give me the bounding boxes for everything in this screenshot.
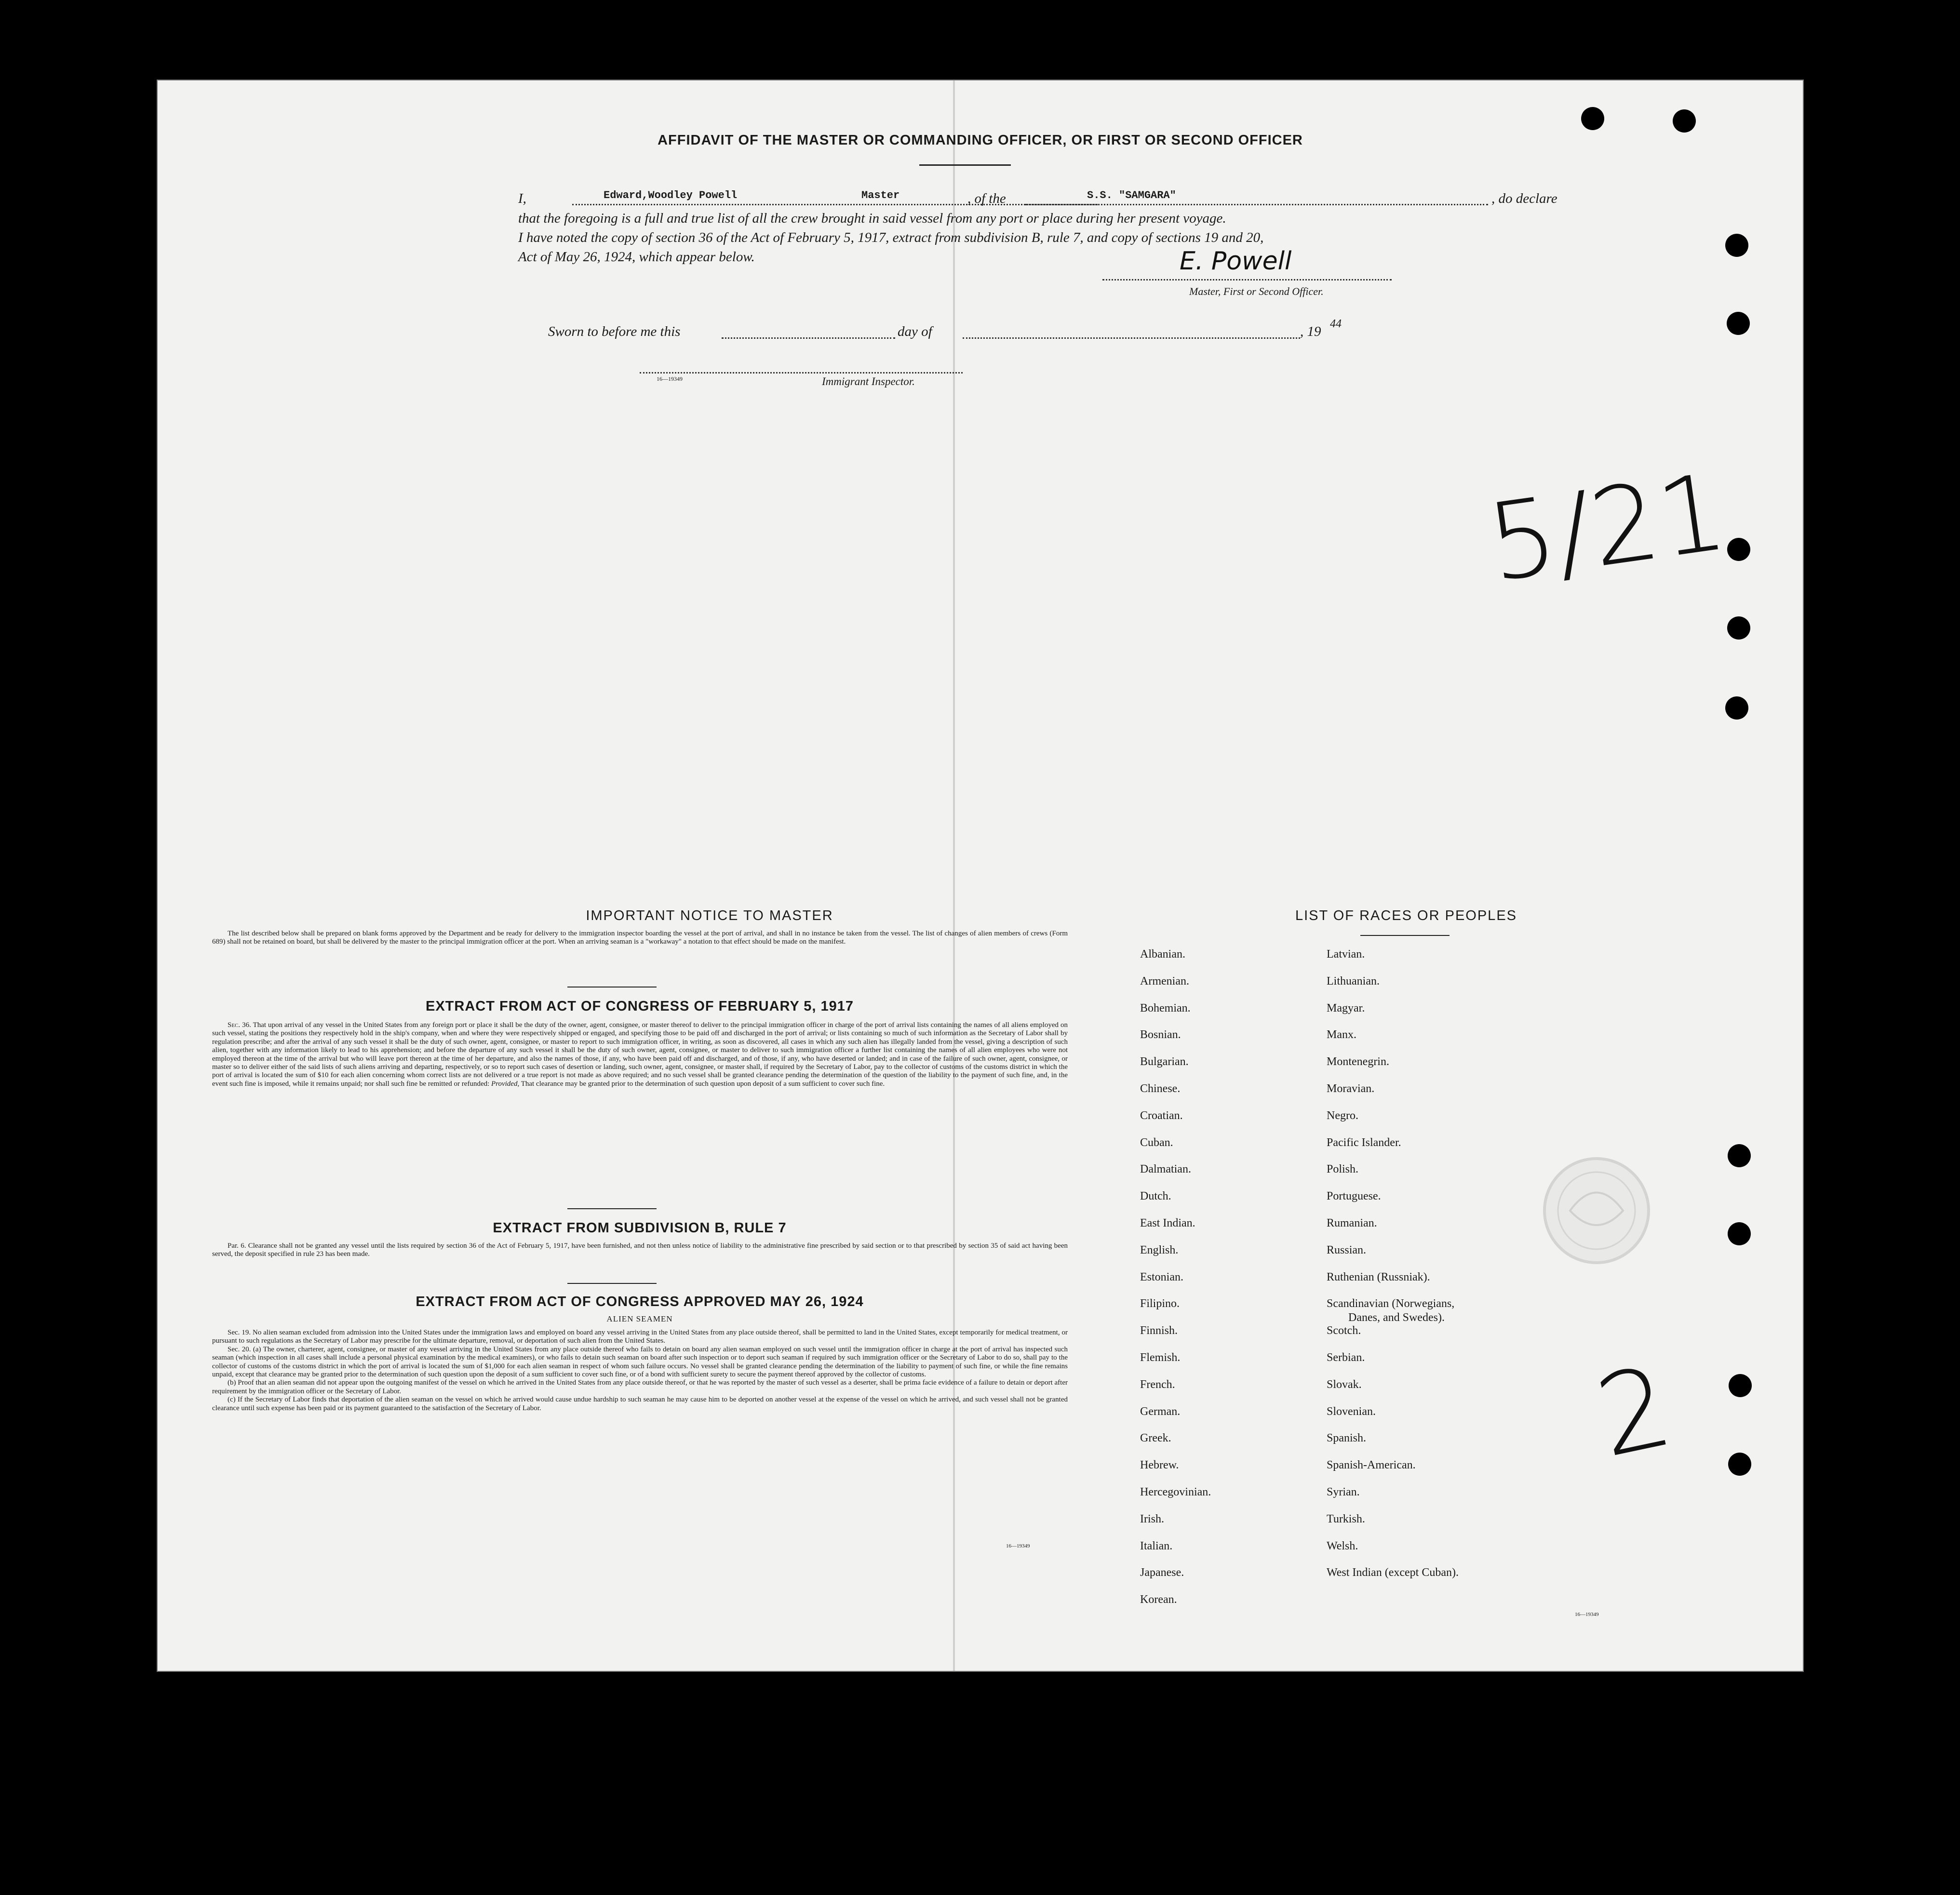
race-item: Negro. (1327, 1109, 1358, 1122)
extract2-title: EXTRACT FROM SUBDIVISION B, RULE 7 (493, 1220, 787, 1236)
form-number-left: 16—19349 (1006, 1543, 1030, 1549)
document-page (158, 80, 1803, 1671)
race-item: Polish. (1327, 1163, 1359, 1176)
of-the-text: , of the (967, 191, 1006, 206)
race-item: Latvian. (1327, 948, 1365, 961)
races-title: LIST OF RACES OR PEOPLES (1295, 908, 1517, 923)
race-item: Serbian. (1327, 1351, 1365, 1364)
sec20a-text: Sec. 20. (a) The owner, charterer, agent, consignee, or master of any vessel arriving in the United States from any place outside thereof who fails to detain on board any alien seaman employed on such vessel until the immigration officer in charge at the port of arrival has inspected such seaman (which inspection in all cases shall include a personal physical examination by the medical examiners), or who fails to detain such seaman on board after such inspection or to deport such seaman if required by such immigration officer or the Secretary of Labor to do so, shall pay to the collector of customs of the customs district in which the port of arrival is located the sum of $1,000 for each alien seaman in respect of whom such failure occurs. No vessel shall be granted clearance pending the determination of the liability to payment of such fine, or while the fine remains unpaid, except that clearance may be granted prior to the determination of such question upon the deposit of a sum sufficient to cover such fine, or of a bond with sufficient surety to secure the payment thereof approved by the collector of customs. (212, 1345, 1068, 1379)
race-item: Bulgarian. (1140, 1055, 1189, 1068)
notice-body (212, 930, 1068, 947)
race-item: Estonian. (1140, 1270, 1183, 1283)
affidavit-line4: Act of May 26, 1924, which appear below. (518, 249, 755, 265)
race-item: Albanian. (1140, 948, 1185, 961)
race-item: French. (1140, 1378, 1175, 1391)
extract3-body (212, 1329, 1068, 1413)
race-item: German. (1140, 1405, 1181, 1418)
race-item: Lithuanian. (1327, 974, 1380, 988)
race-item: Greek. (1140, 1432, 1171, 1445)
race-item: Slovenian. (1327, 1405, 1376, 1418)
extract1-text: Sec. 36. That upon arrival of any vessel in the United States from any foreign port or place it shall be the duty of the owner, agent, consignee, or master thereof to deliver to the principal immigration officer in charge of the port of arrival lists containing the names of all aliens employed on such vessel, stating the positions they respectively hold in the ship's company, when and where they were respectively shipped or engaged, and specifying those to be paid off and discharged in the port of arrival; or lists containing so much of such information as the Secretary of Labor shall by regulation prescribe; and after the arrival of any such vessel it shall be the duty of such owner, agent, consignee, or master to report to such immigration officer, in writing, as soon as discovered, all cases in which any such alien has illegally landed from the vessel, giving a description of such alien, together with any information likely to lead to his apprehension; and before the departure of any such vessel it shall be the duty of such owner, agent, consignee, or master to deliver to such immigration officer a further list containing the names of all alien employees who were not employed thereon at the time of the arrival but who will leave port thereon at the time of her departure, and also the names of those, if any, who have been paid off and discharged, and of those, if any, who have deserted or landed; and in case of the failure of such owner, agent, consignee, or master so to deliver either of the said lists of such aliens arriving and departing, respectively, or so to report such cases of desertion or landing, such owner, agent, consignee, or master shall, if required by the Secretary of Labor, pay to the collector of customs of the customs district in which the port of arrival is located the sum of $10 for each alien concerning whom correct lists are not delivered or a true report is not made as above required; and no such vessel shall be granted clearance pending the determination of the question of the liability to the payment of such fine, and, in the event such fine is imposed, while it remains unpaid; nor shall such fine be remitted or refunded: Provided, That clearance may be granted prior to the determination of such question upon deposit of a sum sufficient to cover such fine. (212, 1021, 1068, 1088)
race-item: Italian. (1140, 1539, 1173, 1552)
race-item: Turkish. (1327, 1512, 1365, 1525)
race-item: Russian. (1327, 1243, 1367, 1256)
race-item: Ruthenian (Russniak). (1327, 1270, 1430, 1283)
extract2-text: Par. 6. Clearance shall not be granted any vessel until the lists required by section 36 of the Act of February 5, 1917, have been furnished, and not then unless notice of liability to the administrative fine prescribed by said section or to that prescribed by section 35 of said act having been served, the deposit specified in rule 23 has been made. (212, 1242, 1068, 1258)
race-item: Spanish-American. (1327, 1459, 1416, 1472)
title-rule (919, 164, 1011, 166)
handwritten-mark: 2 (1586, 1342, 1682, 1483)
sec20c-text: (c) If the Secretary of Labor finds that deportation of the alien seaman on the vessel on which he arrived would cause undue hardship to such seaman he may cause him to be deported on another vessel at the expense of the vessel on which he arrived, and such vessel shall not be granted clearance until such expense has been paid or its payment guaranteed to the satisfaction of the Secretary of Labor. (212, 1396, 1068, 1412)
extract3-subtitle: ALIEN SEAMEN (606, 1314, 673, 1323)
immigrant-inspector-label: Immigrant Inspector. (822, 375, 915, 387)
race-item: Cuban. (1140, 1136, 1173, 1149)
race-item: Hebrew. (1140, 1459, 1179, 1472)
race-item: Filipino. (1140, 1297, 1180, 1310)
race-item: Manx. (1327, 1028, 1356, 1041)
race-item: Armenian. (1140, 974, 1189, 988)
race-item: Syrian. (1327, 1486, 1360, 1498)
embossed-seal (1541, 1155, 1652, 1266)
race-item: Dalmatian. (1140, 1163, 1191, 1176)
race-item: Pacific Islander. (1327, 1136, 1401, 1149)
race-item: Slovak. (1327, 1378, 1362, 1391)
race-item: East Indian. (1140, 1217, 1195, 1229)
affidavit-line3: I have noted the copy of section 36 of the Act of February 5, 1917, extract from subdivision B, rule 7, and copy of sections 19 and 20, (518, 230, 1264, 245)
race-item: Finnish. (1140, 1324, 1178, 1337)
race-item: Korean. (1140, 1593, 1177, 1606)
center-fold (953, 80, 955, 1671)
race-item: English. (1140, 1243, 1179, 1256)
extract3-title: EXTRACT FROM ACT OF CONGRESS APPROVED MAY 26, 1924 (416, 1294, 864, 1309)
race-item: Irish. (1140, 1512, 1164, 1525)
day-of-text: day of (898, 324, 932, 339)
handwritten-number: 5/21 (1480, 450, 1734, 606)
form-number-right: 16—19349 (1575, 1612, 1599, 1617)
extract1-title: EXTRACT FROM ACT OF CONGRESS OF FEBRUARY 5, 1917 (425, 999, 854, 1014)
vessel-name: S.S. "SAMGARA" (1087, 189, 1176, 201)
race-item: West Indian (except Cuban). (1327, 1566, 1459, 1579)
year-prefix: , 19 (1300, 324, 1321, 339)
race-item: Chinese. (1140, 1082, 1181, 1095)
race-item: Welsh. (1327, 1539, 1358, 1552)
race-item: Dutch. (1140, 1190, 1171, 1203)
do-declare-text: , do declare (1491, 191, 1557, 206)
extract2-body (212, 1242, 1068, 1259)
race-item: Danes, and Swedes). (1348, 1311, 1445, 1324)
sec19-text: Sec. 19. No alien seaman excluded from admission into the United States under the immigration laws and employed on board any vessel arriving in the United States from any place outside thereof, shall be permitted to land in the United States, except temporarily for medical treatment, or pursuant to such regulations as the Secretary of Labor may prescribe for the ultimate departure, removal, or deportation of such alien from the United States. (212, 1329, 1068, 1345)
affidavit-i: I, (518, 191, 526, 206)
race-item: Spanish. (1327, 1432, 1367, 1445)
race-item: Montenegrin. (1327, 1055, 1389, 1068)
form-number-top: 16—19349 (657, 375, 683, 382)
year-suffix: 44 (1330, 318, 1342, 330)
affidavit-line2: that the foregoing is a full and true list of all the crew brought in said vessel from any port or place during her present voyage. (518, 211, 1226, 226)
race-item: Bohemian. (1140, 1001, 1191, 1014)
signature-caption: Master, First or Second Officer. (1189, 285, 1324, 297)
race-item: Flemish. (1140, 1351, 1181, 1364)
notice-text: The list described below shall be prepared on blank forms approved by the Department and be ready for delivery to the immigration inspector boarding the vessel at the port of arrival, and shall in no instance be taken from the vessel. The list of changes of alien members of crews (Form 689) shall not be retained on board, but shall be delivered by the master to the principal immigration officer at the port. When an arriving seaman is a "workaway" a notation to that effect should be made on the manifest. (212, 930, 1068, 946)
notice-title: IMPORTANT NOTICE TO MASTER (586, 908, 833, 923)
affidavit-title: AFFIDAVIT OF THE MASTER OR COMMANDING OFFICER, OR FIRST OR SECOND OFFICER (658, 133, 1303, 148)
race-item: Portuguese. (1327, 1190, 1381, 1203)
race-item: Rumanian. (1327, 1217, 1377, 1229)
master-name: Edward,Woodley Powell (604, 189, 738, 201)
extract1-body (212, 1021, 1068, 1088)
race-item: Scotch. (1327, 1324, 1361, 1337)
race-item: Japanese. (1140, 1566, 1184, 1579)
sec20b-text: (b) Proof that an alien seaman did not appear upon the outgoing manifest of the vessel on which he arrived in the United States from any place outside thereof, or that he was reported by the master of such vessel as a deserter, shall be prima facie evidence of a failure to detain or deport after requirement by the immigration officer or the Secretary of Labor. (212, 1379, 1068, 1395)
race-item: Hercegovinian. (1140, 1486, 1211, 1498)
master-rank: Master (861, 189, 900, 201)
race-item: Croatian. (1140, 1109, 1183, 1122)
race-item: Bosnian. (1140, 1028, 1181, 1041)
sworn-text: Sworn to before me this (548, 324, 681, 339)
race-item: Moravian. (1327, 1082, 1375, 1095)
master-signature: E. Powell (1180, 247, 1292, 276)
race-item: Magyar. (1327, 1001, 1365, 1014)
race-item: Scandinavian (Norwegians, (1327, 1297, 1455, 1310)
